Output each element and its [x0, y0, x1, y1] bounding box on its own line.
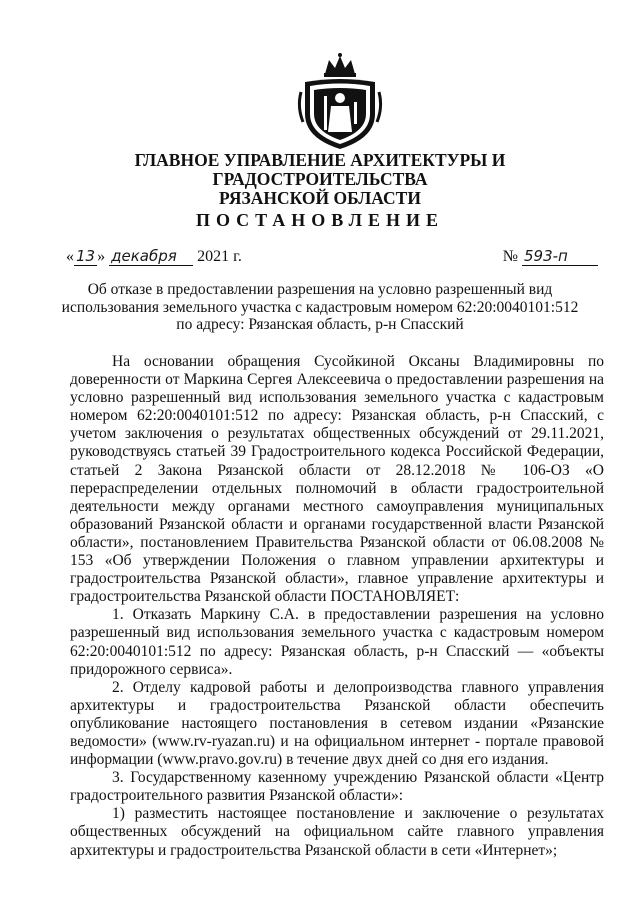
date-month: декабря — [109, 247, 193, 266]
body-paragraph: На основании обращения Сусойкиной Оксаны Владимировны по доверенности от Маркина Сергея Алексеевича о предоставлении разрешения на условно разрешенный вид использования земельного участка с кадастровым номером 62:20:0040101:512 по адресу: Рязанская область, р-н Спасский, с учетом заключения о результатах общественных обсуждений от 29.11.2021, руководствуясь статьей 39 Градостроительного кодекса Российской Федерации, статьей 2 Закона Рязанской области от 28.12.2018 № 106-ОЗ «О перераспределении отдельных полномочий в области градостроительной деятельности между органами местного самоуправления муниципальных образований Рязанской области и органами государственной власти Рязанской области», постановлением Правительства Рязанской области от 06.08.2008 № 153 «Об утверждении Положения о главном управлении архитектуры и градостроительства Рязанской области», главное управление архитектуры и градостроительства Рязанской области ПОСТАНОВЛЯЕТ: — [70, 353, 604, 606]
org-line-1: ГЛАВНОЕ УПРАВЛЕНИЕ АРХИТЕКТУРЫ И ГРАДОСТРОИТЕЛЬСТВА — [134, 150, 506, 189]
subject-line-2: использования земельного участка с кадастровым номером 62:20:0040101:512 — [61, 298, 579, 316]
subject-line-1: Об отказе в предоставлении разрешения на условно разрешенный вид — [87, 281, 553, 298]
document-subject — [60, 281, 580, 334]
document-body — [70, 353, 604, 860]
document-number — [503, 247, 598, 266]
body-paragraph: 3. Государственному казенному учреждению Рязанской области «Центр градостроительного развития Рязанской области»: — [70, 769, 604, 805]
org-line-2: РЯЗАНСКОЙ ОБЛАСТИ — [219, 188, 421, 208]
document-date — [66, 247, 242, 271]
coat-of-arms-icon — [295, 52, 385, 152]
date-day: 13 — [76, 247, 96, 265]
number-prefix: № — [502, 248, 518, 265]
document-type-title: ПОСТАНОВЛЕНИЕ — [195, 210, 445, 230]
date-close-quote: » — [97, 248, 106, 265]
subject-line-3: по адресу: Рязанская область, р-н Спасский — [176, 316, 464, 333]
body-paragraph: 2. Отделу кадровой работы и делопроизводства главного управления архитектуры и градостроительства Рязанской области обеспечить опубликование настоящего постановления в сетевом издании «Рязанские ведомости» (www.rv-ryazan.ru) и на официальном интернет - портале правовой информации (www.pravo.gov.ru) в течение двух дней со дня его издания. — [70, 678, 604, 769]
organization-name — [40, 151, 600, 208]
date-open-quote: « — [66, 248, 74, 265]
body-paragraph: 1) разместить настоящее постановление и заключение о результатах общественных обсуждений на официальном сайте главного управления архитектуры и градостроительства Рязанской области в сети «Интернет»; — [70, 805, 604, 859]
number-value: 593-п — [522, 247, 598, 266]
date-year: 2021 г. — [197, 248, 242, 265]
body-paragraph: 1. Отказать Маркину С.А. в предоставлении разрешения на условно разрешенный вид использования земельного участка с кадастровым номером 62:20:0040101:512 по адресу: Рязанская область, р-н Спасский — «объекты придорожного сервиса». — [70, 606, 604, 678]
